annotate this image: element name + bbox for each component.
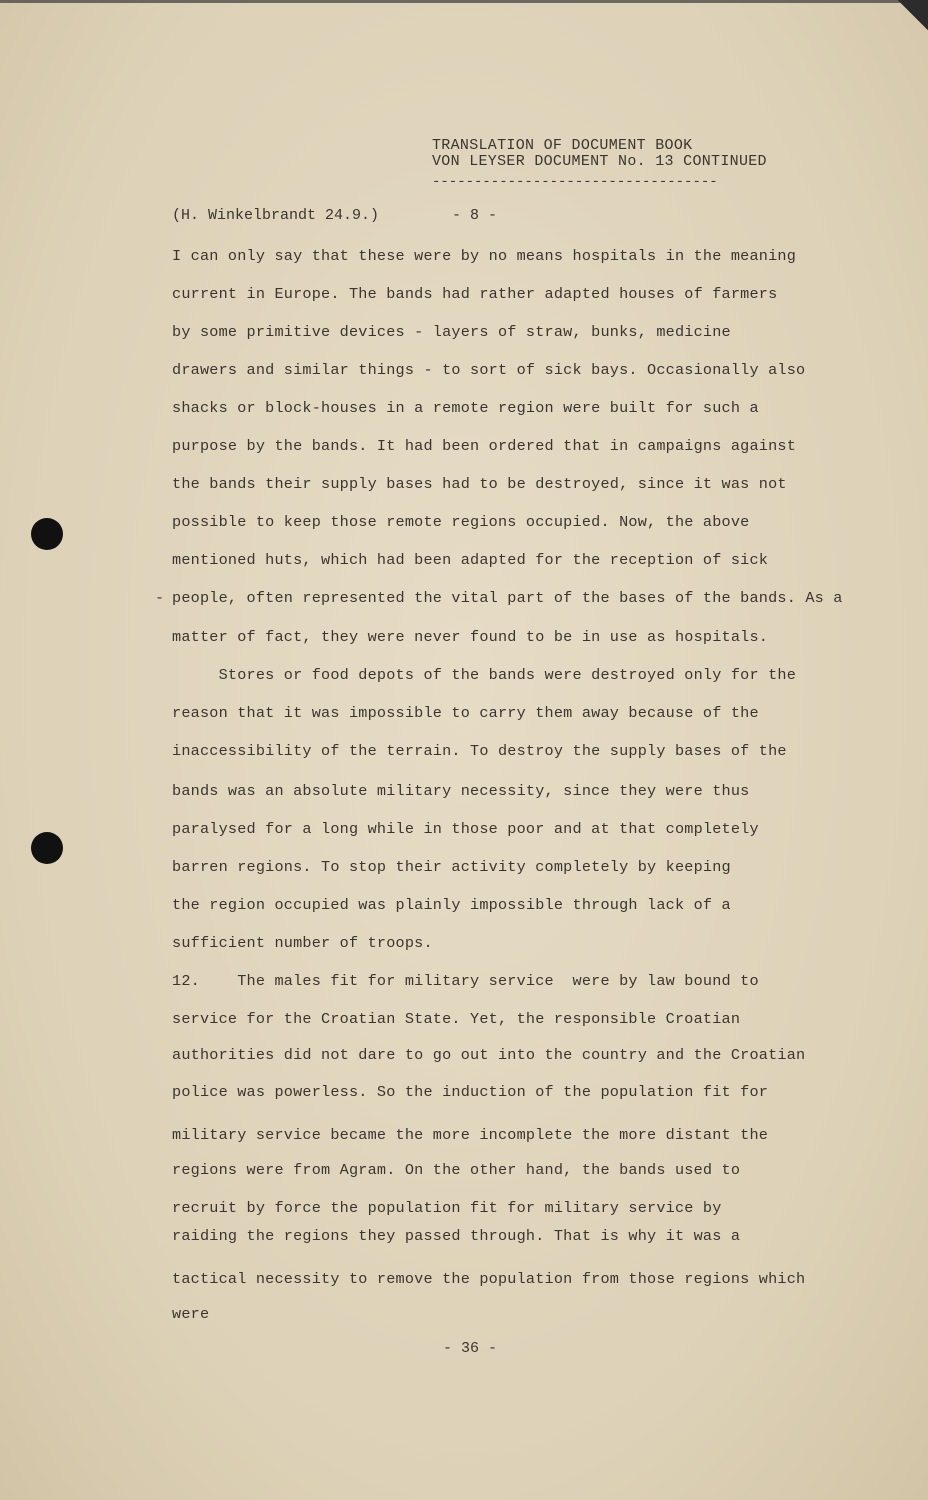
body-line: raiding the regions they passed through. That is why it was a bbox=[172, 1227, 741, 1245]
body-line: recruit by force the population fit for military service by bbox=[172, 1199, 722, 1217]
margin-mark: - bbox=[155, 590, 165, 607]
body-line: authorities did not dare to go out into the country and the Croatian bbox=[172, 1046, 806, 1064]
section-page-number: - 8 - bbox=[452, 207, 498, 224]
body-line: the bands their supply bases had to be destroyed, since it was not bbox=[172, 475, 787, 493]
witness-reference: (H. Winkelbrandt 24.9.) bbox=[172, 207, 380, 224]
body-line: drawers and similar things - to sort of sick bays. Occasionally also bbox=[172, 361, 806, 379]
page-corner-fold bbox=[898, 0, 928, 30]
body-line: purpose by the bands. It had been ordered that in campaigns against bbox=[172, 437, 797, 455]
body-line: reason that it was impossible to carry them away because of the bbox=[172, 704, 759, 722]
header-title: TRANSLATION OF DOCUMENT BOOK bbox=[432, 137, 693, 154]
body-line: inaccessibility of the terrain. To destroy the supply bases of the bbox=[172, 742, 787, 760]
body-line: by some primitive devices - layers of straw, bunks, medicine bbox=[172, 323, 731, 341]
body-line: current in Europe. The bands had rather adapted houses of farmers bbox=[172, 285, 778, 303]
body-line: barren regions. To stop their activity completely by keeping bbox=[172, 858, 731, 876]
page-number-footer: - 36 - bbox=[443, 1340, 498, 1357]
body-line: I can only say that these were by no means hospitals in the meaning bbox=[172, 247, 797, 265]
body-line: sufficient number of troops. bbox=[172, 934, 433, 952]
body-line: people, often represented the vital part of the bases of the bands. As a bbox=[172, 589, 843, 607]
body-line: matter of fact, they were never found to be in use as hospitals. bbox=[172, 628, 769, 646]
body-line: 12. The males fit for military service were by law bound to bbox=[172, 972, 759, 990]
body-line: police was powerless. So the induction of the population fit for bbox=[172, 1083, 769, 1101]
body-line: possible to keep those remote regions occupied. Now, the above bbox=[172, 513, 750, 531]
punch-hole-lower bbox=[31, 832, 63, 864]
body-line: the region occupied was plainly impossible through lack of a bbox=[172, 896, 731, 914]
body-line: tactical necessity to remove the population from those regions which bbox=[172, 1270, 806, 1288]
body-line: mentioned huts, which had been adapted for the reception of sick bbox=[172, 551, 769, 569]
body-line: military service became the more incomplete the more distant the bbox=[172, 1126, 769, 1144]
header-rule: ---------------------------------- bbox=[432, 174, 718, 190]
punch-hole-upper bbox=[31, 518, 63, 550]
body-line: service for the Croatian State. Yet, the responsible Croatian bbox=[172, 1010, 741, 1028]
body-line: bands was an absolute military necessity, since they were thus bbox=[172, 782, 750, 800]
body-line: were bbox=[172, 1305, 210, 1323]
body-line: regions were from Agram. On the other hand, the bands used to bbox=[172, 1161, 741, 1179]
page-top-edge bbox=[0, 0, 928, 3]
document-header bbox=[432, 138, 767, 190]
body-line: Stores or food depots of the bands were destroyed only for the bbox=[172, 666, 797, 684]
header-subtitle: VON LEYSER DOCUMENT No. 13 CONTINUED bbox=[432, 153, 767, 170]
body-line: shacks or block-houses in a remote region were built for such a bbox=[172, 399, 759, 417]
body-line: paralysed for a long while in those poor and at that completely bbox=[172, 820, 759, 838]
